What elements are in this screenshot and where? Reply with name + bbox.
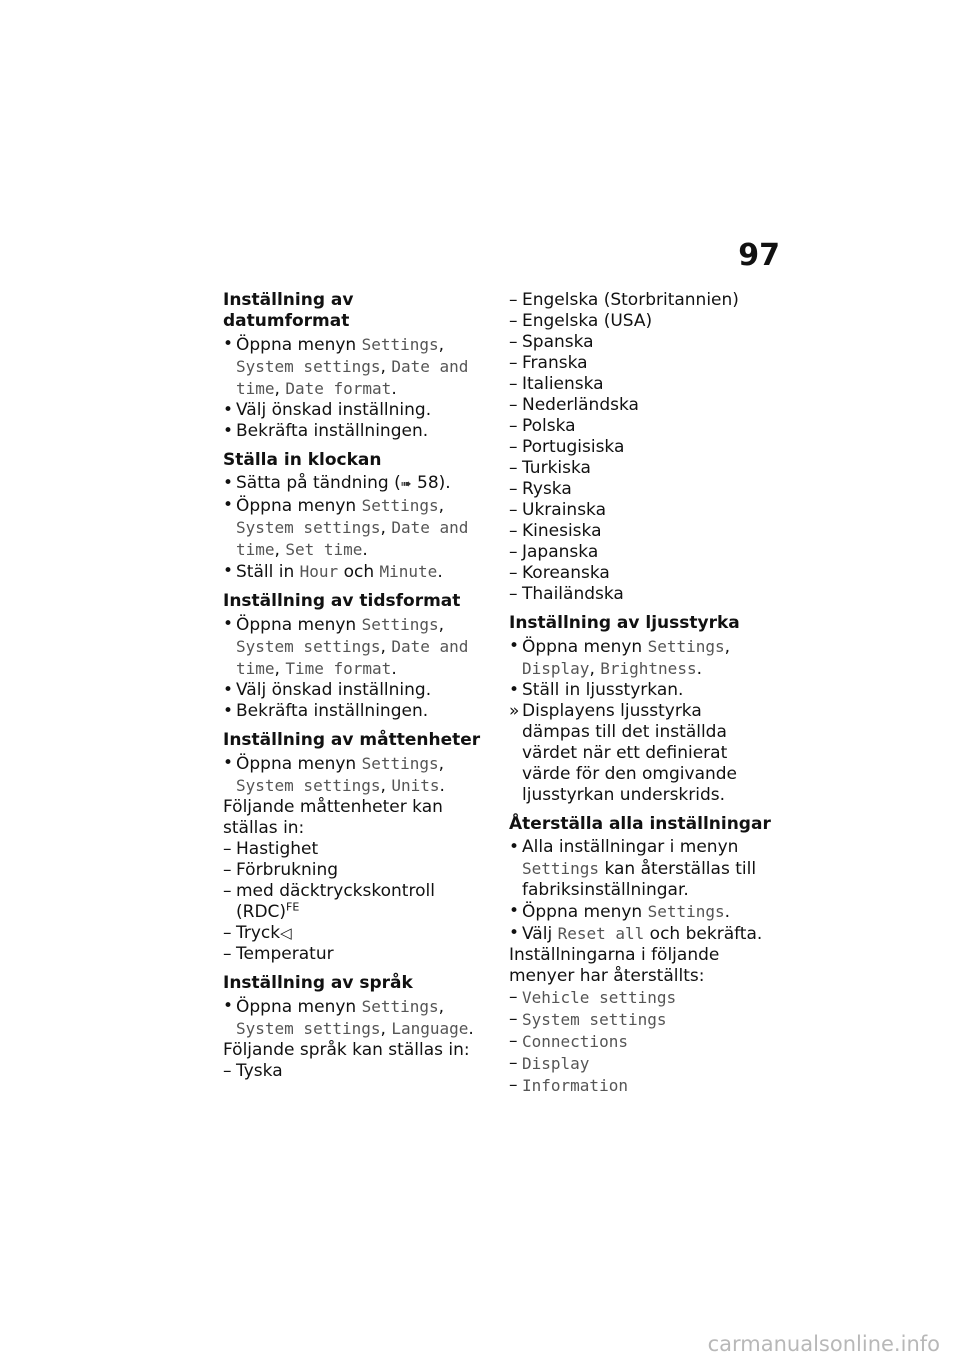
list-item: – Kinesiska xyxy=(509,521,602,541)
bullet-icon: • xyxy=(223,421,234,441)
bullet-icon: • xyxy=(223,680,234,700)
page-number: 97 xyxy=(738,238,780,273)
result-arrow-icon: » xyxy=(509,701,520,721)
list-item: – Tryck◁ xyxy=(223,923,292,943)
step-reset: • Välj Reset all och bekräfta. xyxy=(509,923,763,944)
dash-icon: – xyxy=(509,290,518,310)
dash-icon: – xyxy=(509,458,518,478)
dash-icon: – xyxy=(509,1009,518,1029)
heading-ljusstyrka: Inställning av ljusstyrka xyxy=(509,613,740,633)
list-item: – Koreanska xyxy=(509,563,610,583)
list-item: – Italienska xyxy=(509,374,604,394)
dash-icon: – xyxy=(509,521,518,541)
result-text: » Displayens ljusstyrka dämpas till det inställda värdet när ett definierat värde för den omgivande ljusstyrkan underskrids. xyxy=(509,701,738,805)
dash-icon: – xyxy=(223,923,232,943)
menu-path: Date format xyxy=(285,379,392,398)
menu-path: System settings xyxy=(236,637,381,656)
bullet-icon: • xyxy=(509,680,520,700)
list-item: – Temperatur xyxy=(223,944,334,964)
menu-path: Display xyxy=(522,659,590,678)
bullet-icon: • xyxy=(223,473,234,493)
step-choose: • Välj önskad inställning. xyxy=(223,680,432,700)
dash-icon: – xyxy=(223,860,232,880)
bullet-icon: • xyxy=(223,400,234,420)
step-open-menu: • Öppna menyn Settings, System settings, Date and time, Date format. xyxy=(223,334,469,399)
list-item: – Engelska (USA) xyxy=(509,311,653,331)
bullet-icon: • xyxy=(223,614,234,634)
watermark: carmanualsonline.info xyxy=(707,1332,940,1356)
dash-icon: – xyxy=(509,584,518,604)
list-item: – Display xyxy=(509,1053,590,1073)
dash-icon: – xyxy=(509,1075,518,1095)
list-item: – Nederländska xyxy=(509,395,639,415)
menu-path: System settings xyxy=(236,1019,381,1038)
dash-icon: – xyxy=(509,987,518,1007)
dash-icon: – xyxy=(223,944,232,964)
menu-path: Settings xyxy=(361,615,439,634)
step-ignition: • Sätta på tändning (➠ 58). xyxy=(223,473,451,493)
menu-path: Settings xyxy=(522,859,600,878)
step-set-brightness: • Ställ in ljusstyrkan. xyxy=(509,680,684,700)
step-info: • Alla inställningar i menyn Settings kan återställas till fabriksinställningar. xyxy=(509,837,757,900)
menu-path: Brightness xyxy=(600,659,697,678)
menu-path: Language xyxy=(391,1019,469,1038)
dash-icon: – xyxy=(509,311,518,331)
units-intro: Följande måttenheter kan ställas in: xyxy=(223,797,443,838)
menu-path: Settings xyxy=(361,335,439,354)
bullet-icon: • xyxy=(509,837,520,857)
menu-path: System settings xyxy=(236,518,381,537)
dash-icon: – xyxy=(509,542,518,562)
list-item: – Connections xyxy=(509,1031,628,1051)
list-item: – Tyska xyxy=(223,1061,283,1081)
list-item: – Hastighet xyxy=(223,839,319,859)
bullet-icon: • xyxy=(509,923,520,943)
list-item: – Japanska xyxy=(509,542,599,562)
dash-icon: – xyxy=(509,1053,518,1073)
dash-icon: – xyxy=(509,1031,518,1051)
menu-path: Settings xyxy=(361,496,439,515)
step-open-menu: • Öppna menyn Settings, System settings, Date and time, Set time. xyxy=(223,495,469,560)
menu-path: Minute xyxy=(379,562,438,581)
dash-icon: – xyxy=(509,374,518,394)
dash-icon: – xyxy=(509,479,518,499)
menu-path: Settings xyxy=(647,637,725,656)
menu-path: Date and time xyxy=(236,637,469,678)
left-column xyxy=(223,290,485,1082)
menu-path: System settings xyxy=(236,776,381,795)
menu-path: Set time xyxy=(285,540,363,559)
step-open-menu: • Öppna menyn Settings, System settings, Date and time, Time format. xyxy=(223,614,469,679)
dash-icon: – xyxy=(509,500,518,520)
menu-path: Date and time xyxy=(236,518,469,559)
dash-icon: – xyxy=(509,332,518,352)
list-item: – Förbrukning xyxy=(223,860,339,880)
list-item: – Information xyxy=(509,1075,628,1095)
dash-icon: – xyxy=(509,353,518,373)
list-item: – Engelska (Storbritannien) xyxy=(509,290,739,310)
step-open-menu: • Öppna menyn Settings, Display, Brightness. xyxy=(509,636,731,679)
menu-path: Settings xyxy=(361,754,439,773)
menu-path: Time format xyxy=(285,659,392,678)
step-confirm: • Bekräfta inställningen. xyxy=(223,701,429,721)
bullet-icon: • xyxy=(223,334,234,354)
step-open-menu: • Öppna menyn Settings, System settings, Units. xyxy=(223,753,445,796)
bullet-icon: • xyxy=(223,561,234,581)
list-item: – Franska xyxy=(509,353,588,373)
menu-path: Date and time xyxy=(236,357,469,398)
list-item: – Vehicle settings xyxy=(509,987,677,1007)
menu-path: Settings xyxy=(361,997,439,1016)
dash-icon: – xyxy=(223,839,232,859)
heading-mattenheter: Inställning av måttenheter xyxy=(223,730,481,750)
triangle-marker-icon: ◁ xyxy=(280,924,292,942)
list-item: – Turkiska xyxy=(509,458,591,478)
dash-icon: – xyxy=(223,1061,232,1081)
bullet-icon: • xyxy=(223,753,234,773)
dash-icon: – xyxy=(509,437,518,457)
languages-intro: Följande språk kan ställas in: xyxy=(223,1040,470,1060)
step-open-menu: • Öppna menyn Settings. xyxy=(509,901,731,922)
menu-path: Reset all xyxy=(557,924,645,943)
menu-path: Units xyxy=(391,776,440,795)
heading-tidsformat: Inställning av tidsformat xyxy=(223,591,461,611)
heading-sprak: Inställning av språk xyxy=(223,973,413,993)
list-item: – Portugisiska xyxy=(509,437,625,457)
dash-icon: – xyxy=(509,416,518,436)
menu-path: System settings xyxy=(236,357,381,376)
heading-klockan: Ställa in klockan xyxy=(223,450,382,470)
page-reference: 58). xyxy=(417,473,451,493)
reset-intro: Inställningarna i följande menyer har återställts: xyxy=(509,945,720,986)
bullet-icon: • xyxy=(223,996,234,1016)
step-set-time: • Ställ in Hour och Minute. xyxy=(223,561,443,582)
menu-path: Hour xyxy=(299,562,339,581)
right-column xyxy=(509,290,771,1097)
fe-superscript: FE xyxy=(286,900,300,914)
menu-path: Settings xyxy=(647,902,725,921)
dash-icon: – xyxy=(509,395,518,415)
page-reference-arrow-icon: ➠ xyxy=(400,477,412,492)
list-item: – med däcktryckskontroll (RDC)$^{FE}$ xyxy=(223,881,435,922)
bullet-icon: • xyxy=(223,495,234,515)
heading-datumformat: Inställning av datumformat xyxy=(223,290,354,331)
list-item: – Ryska xyxy=(509,479,572,499)
step-choose: • Välj önskad inställning. xyxy=(223,400,432,420)
bullet-icon: • xyxy=(509,901,520,921)
bullet-icon: • xyxy=(509,636,520,656)
step-open-menu: • Öppna menyn Settings, System settings, Language. xyxy=(223,996,474,1039)
dash-icon: – xyxy=(223,881,232,901)
list-item: – Polska xyxy=(509,416,576,436)
list-item: – Thailändska xyxy=(509,584,624,604)
dash-icon: – xyxy=(509,563,518,583)
list-item: – System settings xyxy=(509,1009,667,1029)
heading-aterstalla: Återställa alla inställningar xyxy=(509,814,771,834)
step-confirm: • Bekräfta inställningen. xyxy=(223,421,429,441)
list-item: – Ukrainska xyxy=(509,500,607,520)
bullet-icon: • xyxy=(223,701,234,721)
list-item: – Spanska xyxy=(509,332,594,352)
